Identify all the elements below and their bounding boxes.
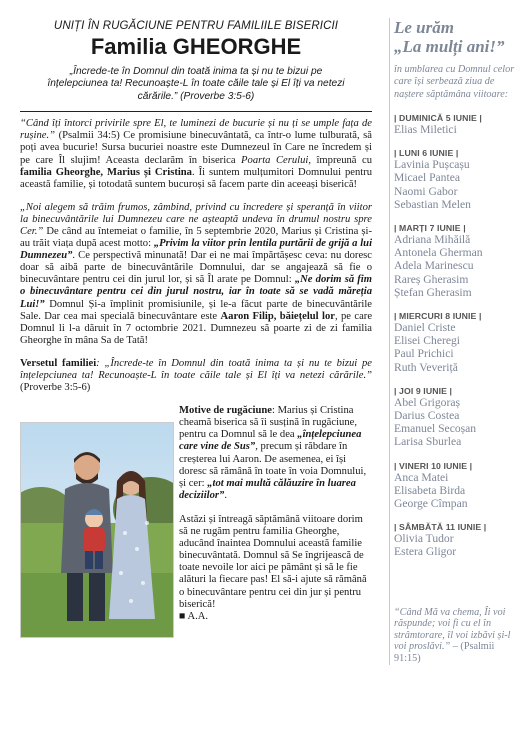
birthday-name: Paul Prichici	[394, 347, 454, 361]
day-heading: | MIERCURI 8 IUNIE |	[394, 310, 482, 321]
birthday-day	[394, 461, 520, 511]
birthday-name: Antonela Gherman	[394, 246, 483, 260]
birthday-list	[394, 113, 520, 559]
birthday-name: Micael Pantea	[394, 171, 460, 185]
prayer-section	[20, 405, 372, 655]
day-heading: | VINERI 10 IUNIE |	[394, 460, 473, 471]
birthday-name: Estera Gligor	[394, 545, 457, 559]
birthday-name: Anca Matei	[394, 470, 449, 484]
page-title: Familia GHEORGHE	[90, 34, 302, 59]
birthday-day	[394, 386, 520, 449]
prayer-text	[179, 405, 372, 623]
birthday-day	[394, 113, 520, 136]
day-heading: | DUMINICĂ 5 IUNIE |	[394, 112, 482, 123]
prayer-requests: Motive de rugăciune: Marius și Cristina cheamă biserica să îi susțină în rugăciune, pentru ca Domnul să le dea „înțelepciunea care vine de Sus”, precum și răbdare în creșterea lui Aaron. De asemenea, ei își doresc să rămână în toate în voia Domnului, și cer: „tot mai multă călăuzire în luarea deciziilor”.	[179, 405, 367, 501]
closing-paragraph: Astăzi și întreagă săptămână viitoare dorim să ne rugăm pentru familia Gheorghe, aducând înaintea Domnului această familie binecuvântată. Domnul să Se îngrijească de toate nevoile lor aici pe pământ și să le fie alături la fiecare pas! El să-i ajute să rămână o binecuvântare pentru cei din jur și pentru biserică!	[179, 513, 367, 610]
signature-mark: ■	[179, 610, 186, 622]
birthday-day	[394, 223, 520, 299]
family-photo	[20, 422, 174, 638]
paragraph-intro: “Când îți întorci privirile spre El, te luminezi de bucurie și nu ți se umple fața de rușine.” (Psalmii 34:5) Ce promisiune binecuvântată, ca într-o lume tulburată, să poți avea bucurie! Sursa bucuriei noastre este Dumnezeul în Care ne încredem și pe care Îl slujim! Aceasta declarăm în biserica Poarta Cerului, împreună cu familia Gheorghe, Marius și Cristina. Îi suntem mulțumitori Domnului pentru această familie, și totodată suntem bucuroși să facem parte din aceeași biserică!	[20, 118, 373, 190]
main-column	[20, 20, 372, 655]
sidebar-verse: “Când Mă va chema, Îi voi răspunde; voi fi cu el în strâmtorare, îl voi izbăvi și-l voi proslăvi.” – (Psalmii 91:15)	[394, 606, 511, 664]
sidebar-title-line1: Le urăm	[394, 18, 454, 37]
birthday-day	[394, 148, 520, 211]
day-heading: | MARȚI 7 IUNIE |	[394, 222, 466, 233]
birthday-name: Elisei Cheregi	[394, 334, 461, 348]
header-kicker: UNIȚI ÎN RUGĂCIUNE PENTRU FAMILIILE BISERICII	[53, 20, 339, 32]
family-photo-illustration	[21, 423, 173, 637]
birthday-name: Elisabeta Birda	[394, 483, 466, 497]
header-verse: „Încrede-te în Domnul din toată inima ta și nu te bizui pe înțelepciunea ta! Recunoaște-L în toate căile tale și El îți va netezi cărările.” (Proverbe 3:5-6)	[47, 66, 345, 102]
birthday-name: Rareș Gherasim	[394, 272, 469, 286]
birthday-name: Ștefan Gherasim	[394, 285, 472, 299]
birthday-name: Emanuel Secoșan	[394, 422, 477, 436]
birthday-name: Olivia Tudor	[394, 532, 454, 546]
birthday-name: Adriana Mihăilă	[394, 232, 471, 246]
birthday-name: Ruth Veveriță	[394, 360, 458, 374]
birthday-name: Adela Marinescu	[394, 259, 474, 273]
birthday-name: Darius Costea	[394, 408, 460, 422]
divider	[20, 111, 372, 112]
birthday-name: George Cîmpan	[394, 496, 468, 510]
birthday-name: Lavinia Pușcașu	[394, 158, 470, 172]
birthday-name: Naomi Gabor	[394, 184, 458, 198]
birthday-name: Daniel Criste	[394, 320, 456, 334]
birthday-name: Larisa Sburlea	[394, 435, 462, 449]
signature: ■ A.A.	[179, 610, 209, 622]
day-heading: | LUNI 6 IUNIE |	[394, 148, 459, 159]
birthday-name: Sebastian Melen	[394, 197, 471, 211]
birthday-name: Abel Grigoraș	[394, 395, 461, 409]
sidebar-title-line2: „La mulți ani!”	[394, 37, 505, 56]
day-heading: | JOI 9 IUNIE |	[394, 385, 453, 396]
birthday-sidebar	[389, 18, 520, 665]
paragraph-story: „Noi alegem să trăim frumos, zâmbind, privind cu încredere și speranță în viitor la binecuvântările lui Dumnezeu care ne așteaptă undeva în drumul nostru spre Cer.” De când au întemeiat o familie, în 5 septembrie 2020, Marius și Cristina și-au trăit viața după acest motto: „Privim la viitor prin lentila purtării de grijă a lui Dumnezeu”. Ce perspectivă minunată! Dar ei ne mai împărtășesc ceva: nu doresc doar să aibă parte de binecuvântările Domnului, dar se angajează să fie o binecuvântare pentru cei din jurul lor, și să Îl arate pe Domnul: „Ne dorim să fim o binecuvântare pentru cei din jurul nostru, iar în toate să se vadă măreția Lui!” Domnul Și-a împlinit promisiunile, și le-a făcut parte de binecuvântările Sale. Dar cea mai specială binecuvântare este Aaron Filip, băiețelul lor, pe care Domnul li l-a dăruit în 7 octombrie 2021. Dumnezeu să poarte zi de zi familia Gheorghe în mâna Sa de Tată!	[20, 201, 373, 346]
paragraph-family-verse: Versetul familiei: „Încrede-te în Domnul din toată inima ta și nu te bizui pe înțelepciunea ta! Recunoaște-L în toate căile tale și El îți va netezi cărările.” (Proverbe 3:5-6)	[20, 357, 372, 394]
birthday-day	[394, 522, 520, 558]
birthday-day	[394, 311, 520, 374]
birthday-name: Elias Miletici	[394, 122, 457, 136]
sidebar-subtitle: în umblarea cu Domnul celor care își serbează ziua de naștere săptămâna viitoare:	[394, 64, 515, 100]
day-heading: | SÂMBĂTĂ 11 IUNIE |	[394, 522, 487, 533]
